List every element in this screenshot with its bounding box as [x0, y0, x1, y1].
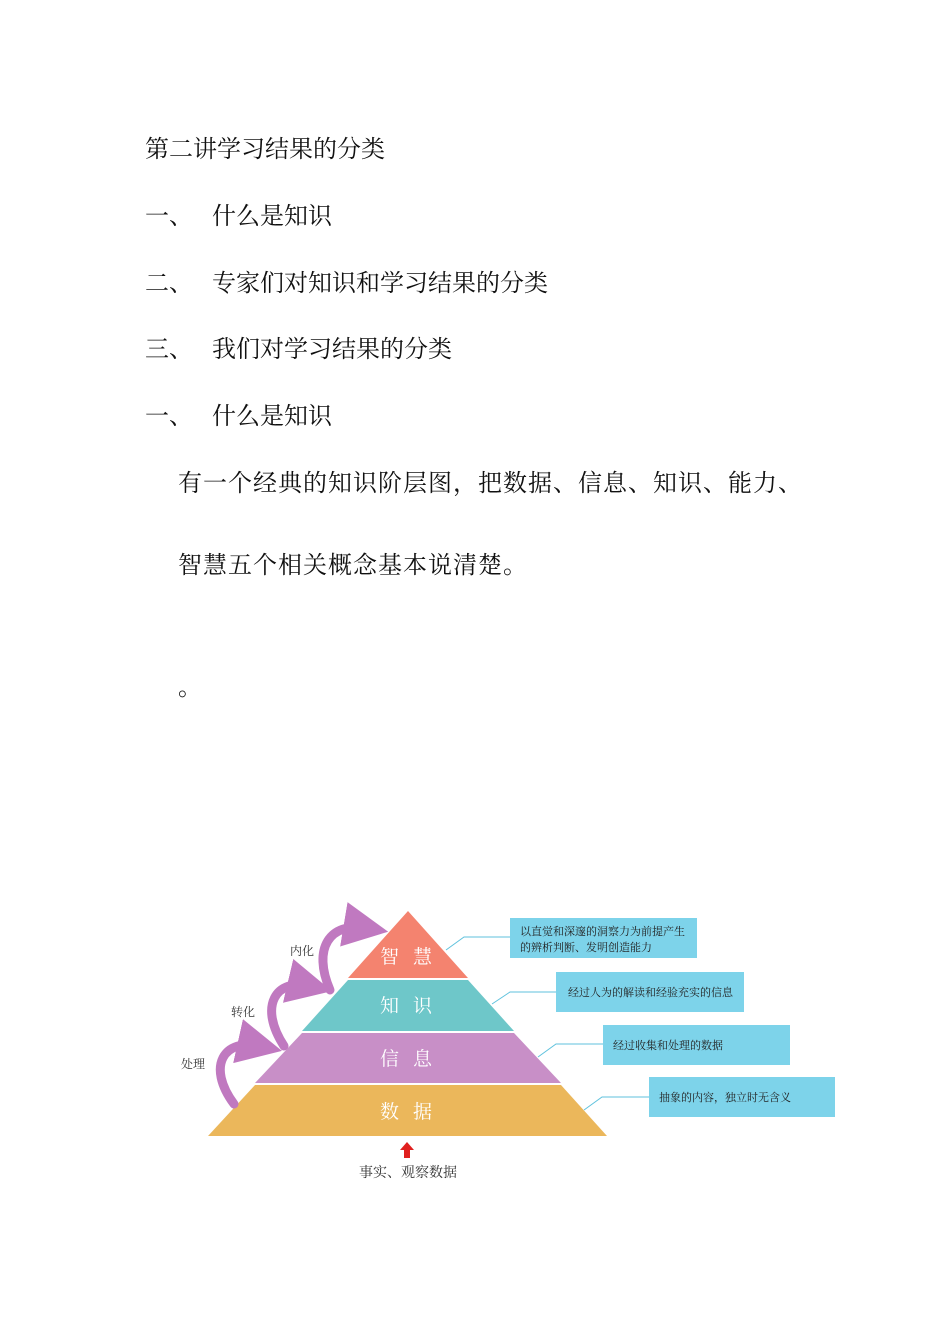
leader-line-knowledge	[492, 992, 556, 1004]
bottom-label: 事实、观察数据	[359, 1165, 457, 1181]
toc-item-number: 三、	[145, 335, 193, 363]
transition-label-process: 处理	[181, 1057, 206, 1071]
stray-punctuation: 。	[178, 673, 203, 701]
paragraph-line-1: 有一个经典的知识阶层图，把数据、信息、知识、能力、	[178, 469, 803, 497]
level-label-wisdom: 智 慧	[379, 946, 437, 968]
desc-text-knowledge: 经过人为的解读和经验充实的信息	[568, 986, 733, 999]
leader-line-data	[584, 1097, 649, 1110]
toc-item-text: 我们对学习结果的分类	[212, 335, 452, 363]
doc-title: 第二讲学习结果的分类	[145, 135, 385, 163]
level-label-data: 数 据	[379, 1101, 437, 1123]
section-number: 一、	[145, 402, 193, 430]
paragraph-line-2: 智慧五个相关概念基本说清楚。	[178, 551, 528, 579]
transition-label-transform: 转化	[231, 1005, 256, 1019]
level-label-information: 信 息	[379, 1048, 437, 1070]
toc-item-number: 二、	[145, 269, 193, 297]
transition-label-internalize: 内化	[290, 944, 315, 958]
toc-item-text: 专家们对知识和学习结果的分类	[212, 269, 548, 297]
toc-item-text: 什么是知识	[212, 202, 332, 230]
desc-text-wisdom-2: 的辨析判断、发明创造能力	[520, 941, 652, 954]
desc-text-wisdom-1: 以直觉和深邃的洞察力为前提产生	[520, 925, 685, 938]
desc-text-data: 抽象的内容，独立时无含义	[659, 1091, 791, 1104]
leader-line-wisdom	[446, 937, 510, 950]
section-text: 什么是知识	[212, 402, 332, 430]
desc-text-information: 经过收集和处理的数据	[613, 1039, 723, 1052]
level-label-knowledge: 知 识	[379, 995, 437, 1017]
up-arrow-icon	[400, 1142, 414, 1158]
leader-line-information	[538, 1044, 603, 1057]
toc-item-number: 一、	[145, 202, 193, 230]
